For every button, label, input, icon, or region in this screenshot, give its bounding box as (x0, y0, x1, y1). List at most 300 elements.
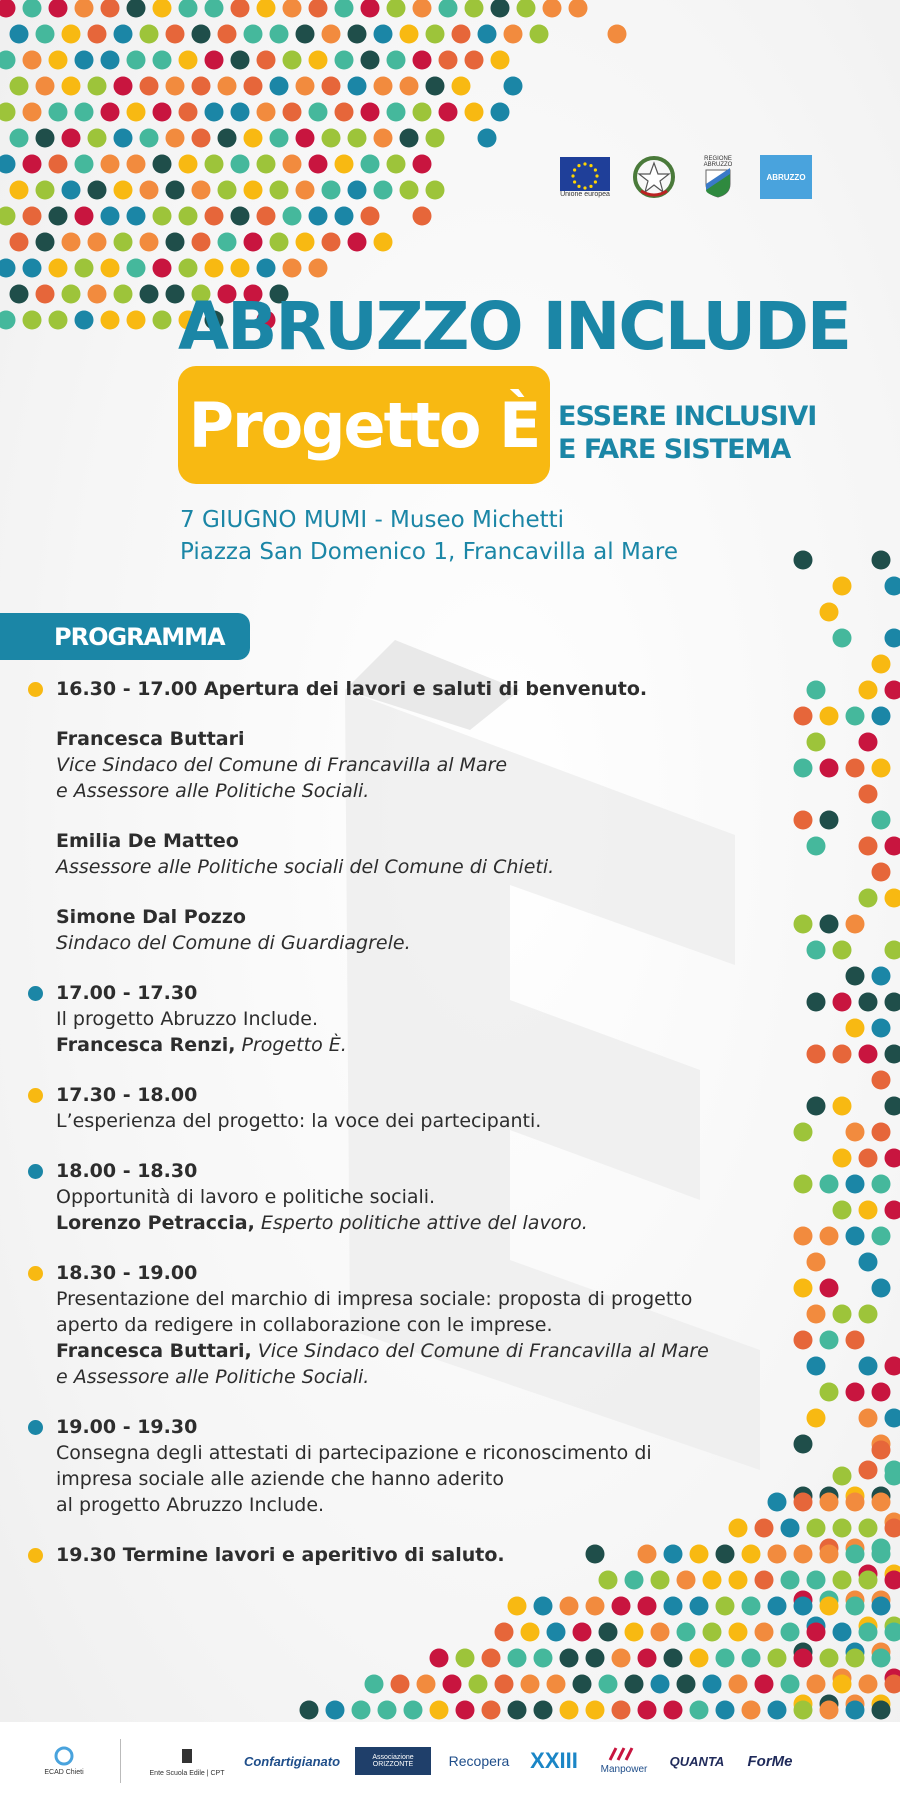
confetti-dot (833, 1519, 852, 1538)
confetti-dot (127, 259, 146, 278)
confetti-dot (885, 1149, 900, 1168)
confetti-dot (872, 1123, 891, 1142)
speaker-name: Emilia De Matteo (56, 830, 239, 852)
speaker-role: Sindaco del Comune di Guardiagrele. (56, 932, 411, 954)
speaker-role: Progetto È. (241, 1034, 347, 1056)
confetti-dot (716, 1597, 735, 1616)
confetti-dot (257, 0, 276, 18)
confetti-dot (413, 51, 432, 70)
confetti-dot (859, 681, 878, 700)
confetti-dot (417, 1675, 436, 1694)
confetti-dot (10, 233, 29, 252)
project-badge (178, 366, 550, 484)
confetti-dot (872, 1175, 891, 1194)
confetti-dot (820, 707, 839, 726)
confetti-dot (10, 77, 29, 96)
confetti-dot (833, 629, 852, 648)
confetti-dot (231, 0, 250, 18)
confetti-dot (885, 837, 900, 856)
confetti-dot (517, 0, 536, 18)
confetti-dot (833, 1097, 852, 1116)
confetti-dot (283, 259, 302, 278)
confetti-dot (361, 207, 380, 226)
confetti-dot (36, 181, 55, 200)
confetti-dot (755, 1623, 774, 1642)
agenda-desc: al progetto Abruzzo Include. (56, 1494, 325, 1516)
confetti-dot (807, 1571, 826, 1590)
confetti-dot (478, 25, 497, 44)
confetti-dot (75, 0, 94, 18)
confetti-dot (859, 1253, 878, 1272)
confetti-dot (192, 233, 211, 252)
confetti-dot (352, 1701, 371, 1720)
confetti-dot (885, 993, 900, 1012)
confetti-dot (482, 1701, 501, 1720)
confetti-dot (885, 1097, 900, 1116)
confetti-dot (231, 155, 250, 174)
confetti-dot (859, 837, 878, 856)
confetti-dot (309, 155, 328, 174)
agenda-desc: L’esperienza del progetto: la voce dei partecipanti. (56, 1110, 542, 1132)
confetti-dot (179, 103, 198, 122)
sponsor-manpower: Manpower (589, 1747, 659, 1775)
confetti-dot (257, 103, 276, 122)
speaker-role: Vice Sindaco del Comune di Francavilla al Mare (56, 754, 508, 776)
confetti-dot (859, 993, 878, 1012)
speaker-name: Francesca Buttari (56, 728, 245, 750)
confetti-dot (88, 233, 107, 252)
confetti-dot (478, 129, 497, 148)
confetti-dot (0, 103, 16, 122)
confetti-dot (872, 1383, 891, 1402)
confetti-dot (846, 1019, 865, 1038)
confetti-dot (859, 1519, 878, 1538)
confetti-dot (270, 129, 289, 148)
confetti-dot (153, 311, 172, 330)
confetti-dot (547, 1623, 566, 1642)
confetti-dot (179, 51, 198, 70)
confetti-dot (430, 1701, 449, 1720)
confetti-dot (794, 1331, 813, 1350)
confetti-dot (794, 1123, 813, 1142)
confetti-dot (88, 77, 107, 96)
confetti-dot (326, 1701, 345, 1720)
confetti-dot (885, 941, 900, 960)
sponsor-ente-scuola: Ente Scuola Edile | CPT (137, 1745, 237, 1777)
confetti-dot (521, 1675, 540, 1694)
confetti-dot (387, 51, 406, 70)
bullet-icon (28, 682, 43, 697)
confetti-dot (846, 759, 865, 778)
confetti-dot (872, 1279, 891, 1298)
confetti-dot (482, 1649, 501, 1668)
speaker-name: Simone Dal Pozzo (56, 906, 246, 928)
confetti-dot (859, 1357, 878, 1376)
bullet-icon (28, 1420, 43, 1435)
confetti-dot (114, 77, 133, 96)
confetti-dot (218, 233, 237, 252)
confetti-dot (192, 77, 211, 96)
confetti-dot (36, 285, 55, 304)
confetti-dot (192, 181, 211, 200)
confetti-dot (257, 155, 276, 174)
confetti-dot (322, 25, 341, 44)
confetti-dot (244, 181, 263, 200)
confetti-dot (88, 129, 107, 148)
confetti-dot (296, 181, 315, 200)
confetti-dot (166, 25, 185, 44)
venue-date: 7 GIUGNO MUMI - Museo Michetti (180, 507, 565, 533)
confetti-dot (872, 1019, 891, 1038)
confetti-dot (794, 1493, 813, 1512)
confetti-dot (75, 51, 94, 70)
confetti-dot (153, 0, 172, 18)
confetti-dot (443, 1675, 462, 1694)
confetti-dot (846, 915, 865, 934)
confetti-dot (495, 1675, 514, 1694)
confetti-dot (638, 1701, 657, 1720)
confetti-dot (547, 1675, 566, 1694)
confetti-dot (62, 77, 81, 96)
confetti-dot (244, 77, 263, 96)
confetti-dot (23, 207, 42, 226)
confetti-dot (114, 233, 133, 252)
confetti-dot (768, 1649, 787, 1668)
confetti-dot (127, 155, 146, 174)
italian-republic-emblem (632, 155, 676, 199)
bullet-icon (28, 1548, 43, 1563)
confetti-dot (361, 51, 380, 70)
confetti-dot (794, 1435, 813, 1454)
confetti-dot (322, 181, 341, 200)
confetti-dot (530, 25, 549, 44)
confetti-dot (205, 0, 224, 18)
confetti-dot (244, 233, 263, 252)
confetti-dot (677, 1675, 696, 1694)
confetti-dot (677, 1623, 696, 1642)
confetti-dot (820, 1493, 839, 1512)
confetti-dot (456, 1701, 475, 1720)
confetti-dot (729, 1571, 748, 1590)
confetti-dot (820, 603, 839, 622)
confetti-dot (504, 25, 523, 44)
emblem-icon (632, 155, 676, 199)
agenda-item-3 (56, 1082, 776, 1134)
confetti-dot (859, 785, 878, 804)
confetti-dot (36, 233, 55, 252)
confetti-dot (807, 1045, 826, 1064)
bullet-icon (28, 986, 43, 1001)
confetti-dot (387, 0, 406, 18)
confetti-dot (846, 1383, 865, 1402)
confetti-dot (872, 1597, 891, 1616)
agenda-item-2 (56, 980, 776, 1058)
confetti-dot (794, 1701, 813, 1720)
speaker-role: Vice Sindaco del Comune di Francavilla al Mare (257, 1340, 709, 1362)
tagline (558, 400, 816, 466)
agenda-item-7 (56, 1542, 776, 1568)
confetti-dot (872, 967, 891, 986)
eu-caption: Unione europea (560, 190, 610, 198)
confetti-dot (833, 1045, 852, 1064)
confetti-dot (872, 551, 891, 570)
confetti-dot (400, 181, 419, 200)
confetti-dot (820, 1331, 839, 1350)
confetti-dot (807, 993, 826, 1012)
confetti-dot (742, 1701, 761, 1720)
sponsor-forme: ForMe (747, 1752, 793, 1770)
confetti-dot (257, 51, 276, 70)
confetti-dot (729, 1675, 748, 1694)
confetti-dot (664, 1597, 683, 1616)
confetti-dot (569, 0, 588, 18)
confetti-dot (859, 889, 878, 908)
confetti-dot (114, 129, 133, 148)
confetti-dot (872, 1227, 891, 1246)
event-venue (180, 504, 678, 568)
confetti-dot (365, 1675, 384, 1694)
bullet-icon (28, 1266, 43, 1281)
confetti-dot (426, 129, 445, 148)
confetti-dot (651, 1675, 670, 1694)
confetti-dot (794, 915, 813, 934)
confetti-dot (820, 1383, 839, 1402)
agenda-item-5 (56, 1260, 776, 1390)
confetti-dot (426, 181, 445, 200)
confetti-dot (361, 155, 380, 174)
ente-scuola-logo-icon (176, 1745, 198, 1767)
confetti-dot (742, 1597, 761, 1616)
confetti-dot (23, 259, 42, 278)
confetti-dot (833, 1467, 852, 1486)
confetti-dot (755, 1571, 774, 1590)
confetti-dot (49, 311, 68, 330)
confetti-dot (833, 577, 852, 596)
speaker-name: Lorenzo Petraccia, (56, 1212, 255, 1234)
confetti-dot (270, 181, 289, 200)
agenda-desc: aperto da redigere in collaborazione con le imprese. (56, 1314, 553, 1336)
regione-shield-icon (703, 168, 733, 198)
regione-abruzzo-logo (698, 156, 738, 198)
confetti-dot (807, 837, 826, 856)
confetti-dot (872, 655, 891, 674)
confetti-dot (205, 103, 224, 122)
confetti-dot (153, 155, 172, 174)
confetti-dot (23, 51, 42, 70)
confetti-dot (426, 77, 445, 96)
eu-logo (560, 157, 610, 198)
confetti-dot (807, 1305, 826, 1324)
confetti-dot (153, 207, 172, 226)
confetti-dot (560, 1597, 579, 1616)
confetti-dot (426, 25, 445, 44)
confetti-dot (62, 181, 81, 200)
confetti-dot (690, 1701, 709, 1720)
confetti-dot (257, 259, 276, 278)
confetti-dot (114, 285, 133, 304)
confetti-dot (75, 207, 94, 226)
confetti-dot (166, 129, 185, 148)
confetti-dot (495, 1623, 514, 1642)
confetti-dot (781, 1675, 800, 1694)
confetti-dot (270, 233, 289, 252)
confetti-dot (23, 103, 42, 122)
confetti-dot (439, 103, 458, 122)
confetti-dot (781, 1571, 800, 1590)
confetti-dot (491, 103, 510, 122)
confetti-dot (885, 889, 900, 908)
confetti-dot (361, 103, 380, 122)
confetti-dot (283, 155, 302, 174)
confetti-dot (387, 103, 406, 122)
confetti-dot (872, 1701, 891, 1720)
confetti-dot (859, 1623, 878, 1642)
confetti-dot (716, 1649, 735, 1668)
confetti-dot (23, 155, 42, 174)
confetti-dot (0, 51, 16, 70)
confetti-dot (820, 1545, 839, 1564)
confetti-dot (807, 1675, 826, 1694)
confetti-dot (491, 0, 510, 18)
confetti-dot (374, 129, 393, 148)
confetti-dot (833, 941, 852, 960)
sponsor-quanta: QUANTA (669, 1753, 725, 1769)
confetti-dot (781, 1519, 800, 1538)
confetti-dot (703, 1675, 722, 1694)
confetti-dot (794, 551, 813, 570)
confetti-dot (88, 285, 107, 304)
confetti-dot (872, 707, 891, 726)
confetti-dot (10, 129, 29, 148)
confetti-dot (885, 1045, 900, 1064)
bullet-icon (28, 1164, 43, 1179)
agenda-time: 19.00 - 19.30 (56, 1416, 198, 1438)
confetti-dot (794, 1545, 813, 1564)
abruzzo-eu-funds-logo: ABRUZZO (760, 155, 812, 199)
confetti-dot (508, 1701, 527, 1720)
tagline-line1: ESSERE INCLUSIVI (558, 401, 817, 432)
confetti-dot (391, 1675, 410, 1694)
confetti-dot (179, 207, 198, 226)
confetti-dot (885, 577, 900, 596)
confetti-dot (599, 1675, 618, 1694)
confetti-dot (49, 51, 68, 70)
confetti-dot (270, 77, 289, 96)
confetti-dot (62, 25, 81, 44)
confetti-dot (586, 1649, 605, 1668)
confetti-dot (36, 129, 55, 148)
confetti-dot (127, 51, 146, 70)
agenda-desc: Presentazione del marchio di impresa sociale: proposta di progetto (56, 1288, 693, 1310)
tagline-line2: E FARE SISTEMA (558, 434, 791, 465)
confetti-dot (374, 181, 393, 200)
confetti-dot (101, 207, 120, 226)
confetti-dot (257, 207, 276, 226)
confetti-dot (49, 259, 68, 278)
confetti-dot (885, 629, 900, 648)
confetti-dot (872, 1493, 891, 1512)
confetti-dot (283, 51, 302, 70)
confetti-dot (833, 1675, 852, 1694)
confetti-dot (140, 285, 159, 304)
confetti-dot (608, 25, 627, 44)
confetti-dot (651, 1571, 670, 1590)
confetti-dot (833, 1305, 852, 1324)
confetti-dot (859, 1149, 878, 1168)
confetti-dot (101, 311, 120, 330)
confetti-dot (309, 207, 328, 226)
confetti-dot (153, 51, 172, 70)
bullet-icon (28, 1088, 43, 1103)
confetti-dot (309, 259, 328, 278)
sponsor-ecad: ECAD Chieti (24, 1746, 104, 1776)
agenda-speaker (56, 1210, 776, 1236)
confetti-dot (0, 155, 16, 174)
confetti-dot (62, 233, 81, 252)
confetti-dot (231, 259, 250, 278)
confetti-dot (820, 915, 839, 934)
agenda-desc: Opportunità di lavoro e politiche sociali. (56, 1186, 436, 1208)
confetti-dot (794, 759, 813, 778)
confetti-dot (413, 0, 432, 18)
confetti-dot (846, 1123, 865, 1142)
speaker-role: Esperto politiche attive del lavoro. (260, 1212, 588, 1234)
confetti-dot (807, 1357, 826, 1376)
confetti-dot (846, 1331, 865, 1350)
institution-logos (560, 155, 812, 199)
confetti-dot (322, 129, 341, 148)
confetti-dot (283, 0, 302, 18)
confetti-dot (36, 25, 55, 44)
confetti-dot (296, 25, 315, 44)
confetti-dot (153, 103, 172, 122)
confetti-dot (270, 25, 289, 44)
confetti-dot (664, 1649, 683, 1668)
speaker-role: e Assessore alle Politiche Sociali. (56, 780, 370, 802)
confetti-dot (166, 181, 185, 200)
confetti-dot (205, 155, 224, 174)
confetti-dot (192, 129, 211, 148)
confetti-dot (140, 233, 159, 252)
confetti-dot (859, 1045, 878, 1064)
sponsor-recopera: Recopera (448, 1753, 510, 1769)
confetti-dot (859, 1305, 878, 1324)
confetti-dot (374, 233, 393, 252)
confetti-dot (374, 77, 393, 96)
confetti-dot (872, 1071, 891, 1090)
confetti-dot (404, 1701, 423, 1720)
confetti-dot (833, 1571, 852, 1590)
confetti-dot (820, 811, 839, 830)
ecad-logo-icon (54, 1746, 74, 1766)
confetti-dot (491, 51, 510, 70)
confetti-dot (36, 77, 55, 96)
confetti-dot (465, 103, 484, 122)
confetti-dot (300, 1701, 319, 1720)
confetti-dot (62, 285, 81, 304)
confetti-dot (101, 103, 120, 122)
confetti-dot (469, 1675, 488, 1694)
confetti-dot (794, 1597, 813, 1616)
confetti-dot (729, 1623, 748, 1642)
sponsor-divider (120, 1739, 121, 1783)
confetti-dot (439, 51, 458, 70)
confetti-dot (88, 25, 107, 44)
confetti-dot (859, 1571, 878, 1590)
confetti-dot (833, 1623, 852, 1642)
confetti-dot (820, 1175, 839, 1194)
confetti-dot (127, 207, 146, 226)
